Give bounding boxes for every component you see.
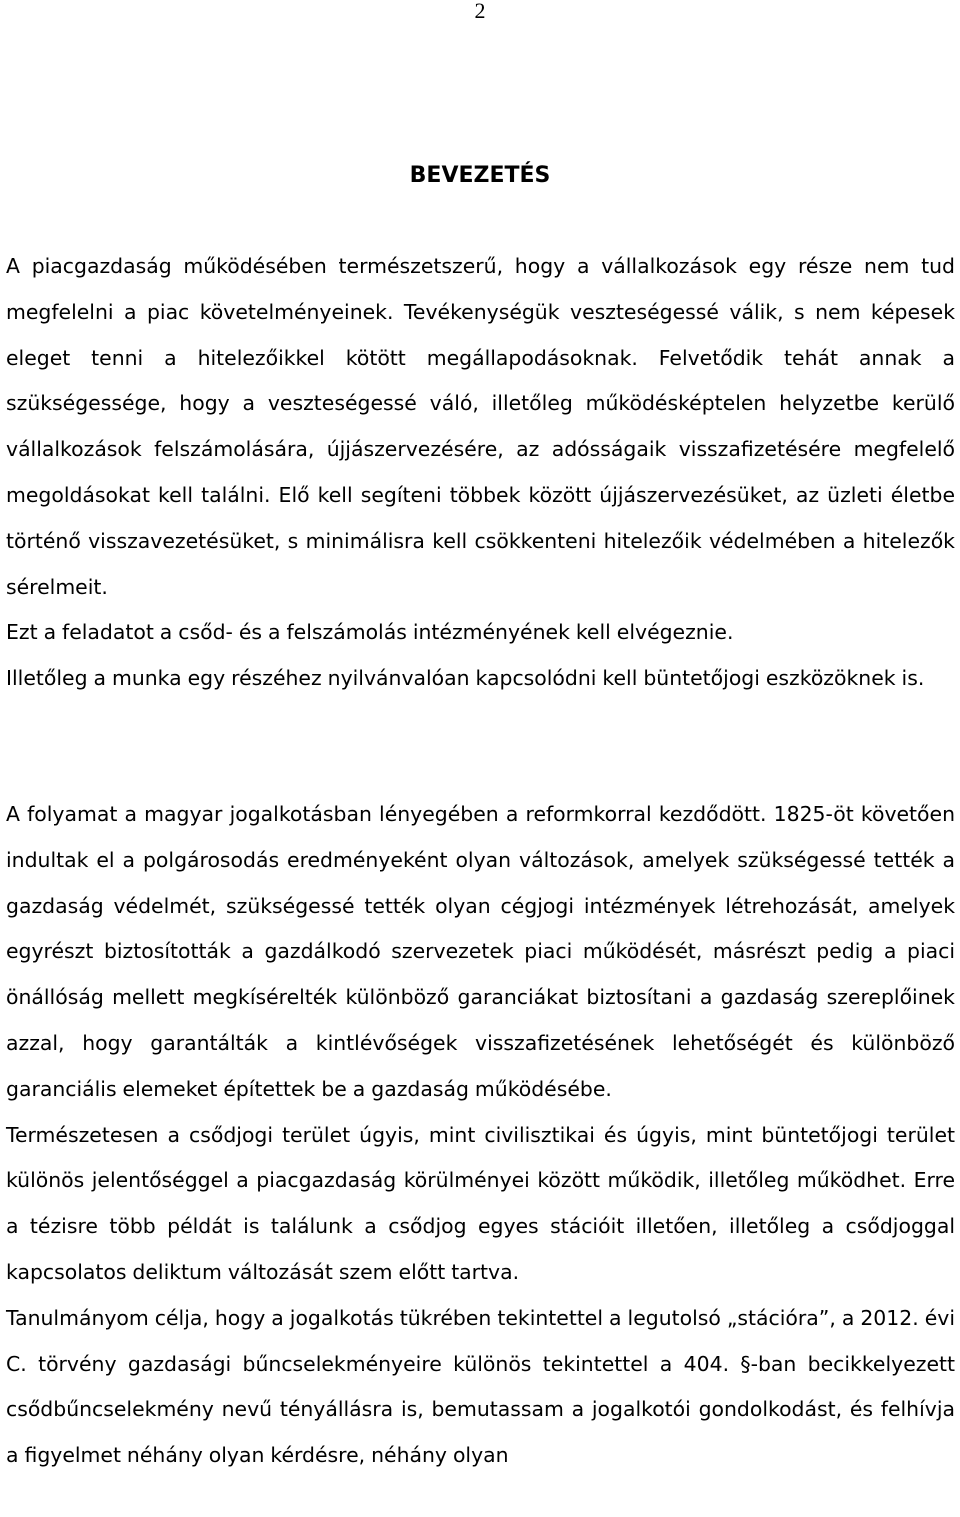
paragraph: Illetőleg a munka egy részéhez nyilvánvalóan kapcsolódni kell büntetőjogi eszközöknek is. (6, 666, 925, 691)
paragraph: A piacgazdaság működésében természetszerű, hogy a vállalkozások egy része nem tud megfelelni a piac követelményeinek. Tevékenységük veszteségessé válik, s nem képesek eleget tenni a hitelezőikkel kötött megállapodásoknak. Felvetődik tehát annak a szükségessége, hogy a veszteségessé váló, illetőleg működésképtelen helyzetbe kerülő vállalkozások felszámolására, újjászervezésére, az adósságaik visszafizetésére megfelelő megoldásokat kell találni. Elő kell segíteni többek között újjászervezésüket, az üzleti életbe történő visszavezetésüket, s minimálisra kell csökkenteni hitelezőik védelmében a hitelezők sérelmeit. (6, 254, 955, 599)
paragraph: Ezt a feladatot a csőd- és a felszámolás intézményének kell elvégeznie. (6, 620, 734, 645)
paragraph: Természetesen a csődjogi terület úgyis, mint civilisztikai és úgyis, mint büntetőjogi terület különös jelentőséggel a piacgazdaság körülményei között működik, illetőleg működhet. Erre a tézisre több példát is találunk a csődjog egyes stációit illetően, illetőleg a csődjoggal kapcsolatos deliktum változását szem előtt tartva. (6, 1122, 955, 1284)
page-number: 2 (474, 0, 486, 23)
paragraph: A folyamat a magyar jogalkotásban lényegében a reformkorral kezdődött. 1825-öt követően indultak el a polgárosodás eredményeként olyan változások, amelyek szükségessé tették a gazdaság védelmét, szükségessé tették olyan cégjogi intézmények létrehozását, amelyek egyrészt biztosították a gazdálkodó szervezetek piaci működését, másrészt pedig a piaci önállóság mellett megkísérelték különböző garanciákat biztosítani a gazdaság szereplőinek azzal, hogy garantálták a kintlévőségek visszafizetésének lehetőségét és különböző garanciális elemeket építettek be a gazdaság működésébe. (6, 802, 955, 1101)
page-title: BEVEZETÉS (409, 163, 551, 188)
main-section (6, 792, 955, 1479)
intro-section (6, 244, 955, 702)
paragraph: Tanulmányom célja, hogy a jogalkotás tükrében tekintettel a legutolsó „stációra”, a 2012. évi C. törvény gazdasági bűncselekményeire különös tekintettel a 404. §-ban becikkelyezett csődbűncselekmény nevű tényállásra is, bemutassam a jogalkotói gondolkodást, és felhívja a figyelmet néhány olyan kérdésre, néhány olyan (6, 1305, 955, 1468)
